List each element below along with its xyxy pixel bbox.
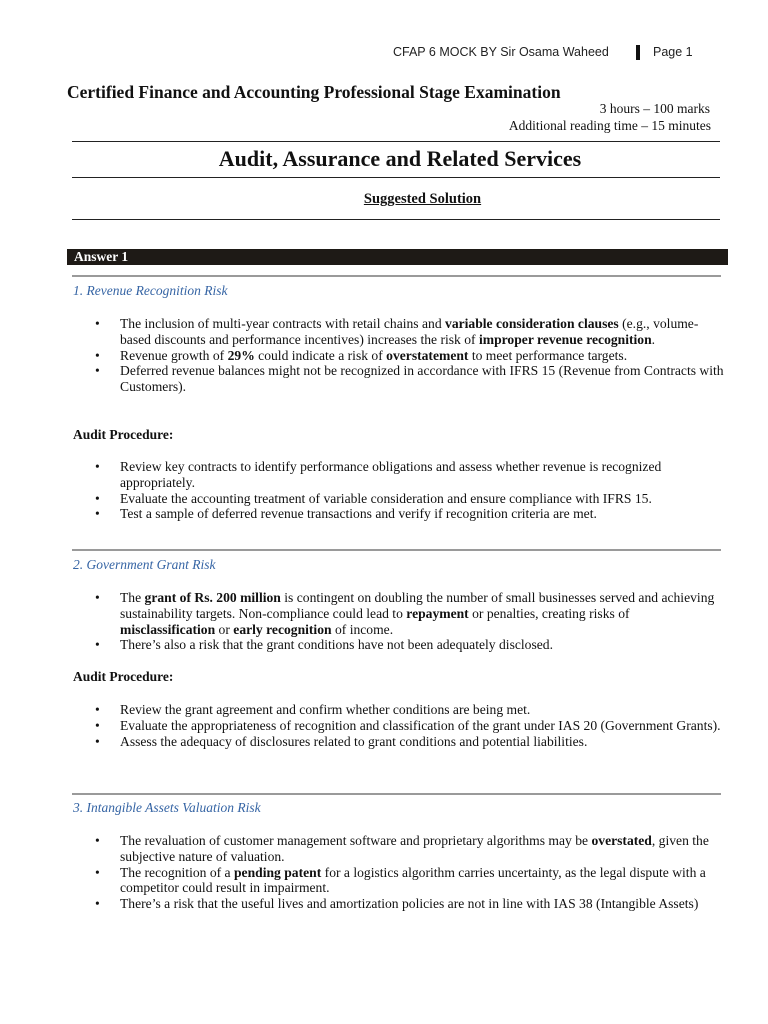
exam-duration: 3 hours – 100 marks [599,101,710,116]
bold-text: variable consideration clauses [445,316,619,331]
text: could indicate a risk of [254,347,387,363]
bullet-item [120,316,726,348]
bullet-item [120,833,726,865]
bullet-item [120,348,726,364]
bold-text: 29% [227,347,255,363]
risk-list [120,590,726,653]
bold-text: improper revenue recognition [478,331,652,347]
text: The [120,590,145,605]
text: (e.g., volume-based discounts and performance incentives) increases the risk of [120,316,699,347]
bullet-item [120,506,726,522]
section-heading: 1. Revenue Recognition Risk [73,283,228,298]
exam-title: Certified Finance and Accounting Professional Stage Examination [67,82,561,102]
text: for a logistics algorithm carries uncertainty, as the legal dispute with a competitor could result in impairment. [120,864,706,896]
bullet-item [120,702,726,718]
section-divider [72,549,721,551]
reading-time: Additional reading time – 15 minutes [508,118,711,133]
page-number: Page 1 [653,45,693,59]
bullet-item [120,590,726,637]
divider [72,219,720,220]
divider [72,177,720,178]
risk-list [120,316,726,395]
audit-procedure-label: Audit Procedure: [73,669,174,684]
divider [72,141,720,142]
text: Assess the adequacy of disclosures related to grant conditions and potential liabilities. [120,733,588,749]
bold-text: overstatement [386,347,469,363]
bullet-item [120,718,726,734]
text: Deferred revenue balances might not be recognized in accordance with IFRS 15 (Revenue from Contracts with Customers). [120,363,724,395]
text: is contingent on doubling the number of small businesses served and achieving sustainability targets. Non-compliance could lead to [120,590,715,621]
text: or [215,621,234,637]
text: , given the subjective nature of valuation. [120,833,709,864]
text: . [651,331,656,347]
procedure-list [120,702,726,749]
bullet-item [120,363,726,395]
running-header: CFAP 6 MOCK BY Sir Osama Waheed [393,45,609,59]
subject-title: Audit, Assurance and Related Services [218,146,582,171]
text: The inclusion of multi-year contracts with retail chains and [120,316,446,331]
answer-label: Answer 1 [74,249,129,264]
bold-text: early recognition [233,621,332,637]
bold-text: overstated [591,833,652,848]
section-heading: 3. Intangible Assets Valuation Risk [73,800,261,815]
text: or penalties, creating risks of [468,605,630,621]
section-divider [72,275,721,277]
text: to meet performance targets. [468,347,628,363]
text: Review key contracts to identify performance obligations and assess whether revenue is recognized appropriately. [120,459,662,490]
text: Revenue growth of [120,347,228,363]
text: There’s also a risk that the grant conditions have not been adequately disclosed. [120,637,553,653]
bullet-item [120,459,726,491]
text: of income. [331,621,394,637]
procedure-list [120,459,726,522]
audit-procedure-label: Audit Procedure: [73,427,174,442]
bold-text: grant of Rs. 200 million [144,590,281,605]
text: The revaluation of customer management software and proprietary algorithms may be [120,833,592,848]
bullet-item [120,865,726,897]
bullet-item [120,637,726,653]
text: Evaluate the accounting treatment of variable consideration and ensure compliance with IFRS 15. [120,490,652,506]
text: Test a sample of deferred revenue transactions and verify if recognition criteria are met. [120,506,597,522]
bullet-item [120,491,726,507]
bold-text: misclassification [120,621,216,637]
bullet-item [120,896,726,912]
header-divider-bar [636,45,640,60]
text: Review the grant agreement and confirm whether conditions are being met. [120,702,531,717]
bullet-item [120,734,726,750]
section-divider [72,793,721,795]
text: Evaluate the appropriateness of recognition and classification of the grant under IAS 20 (Government Grants). [120,717,721,733]
text: There’s a risk that the useful lives and amortization policies are not in line with IAS 38 (Intangible Assets) [120,896,699,912]
risk-list [120,833,726,912]
bold-text: repayment [406,605,469,621]
section-heading: 2. Government Grant Risk [73,557,216,572]
subtitle: Suggested Solution [363,191,482,207]
text: The recognition of a [120,864,234,880]
answer-banner [67,249,728,265]
bold-text: pending patent [234,864,322,880]
